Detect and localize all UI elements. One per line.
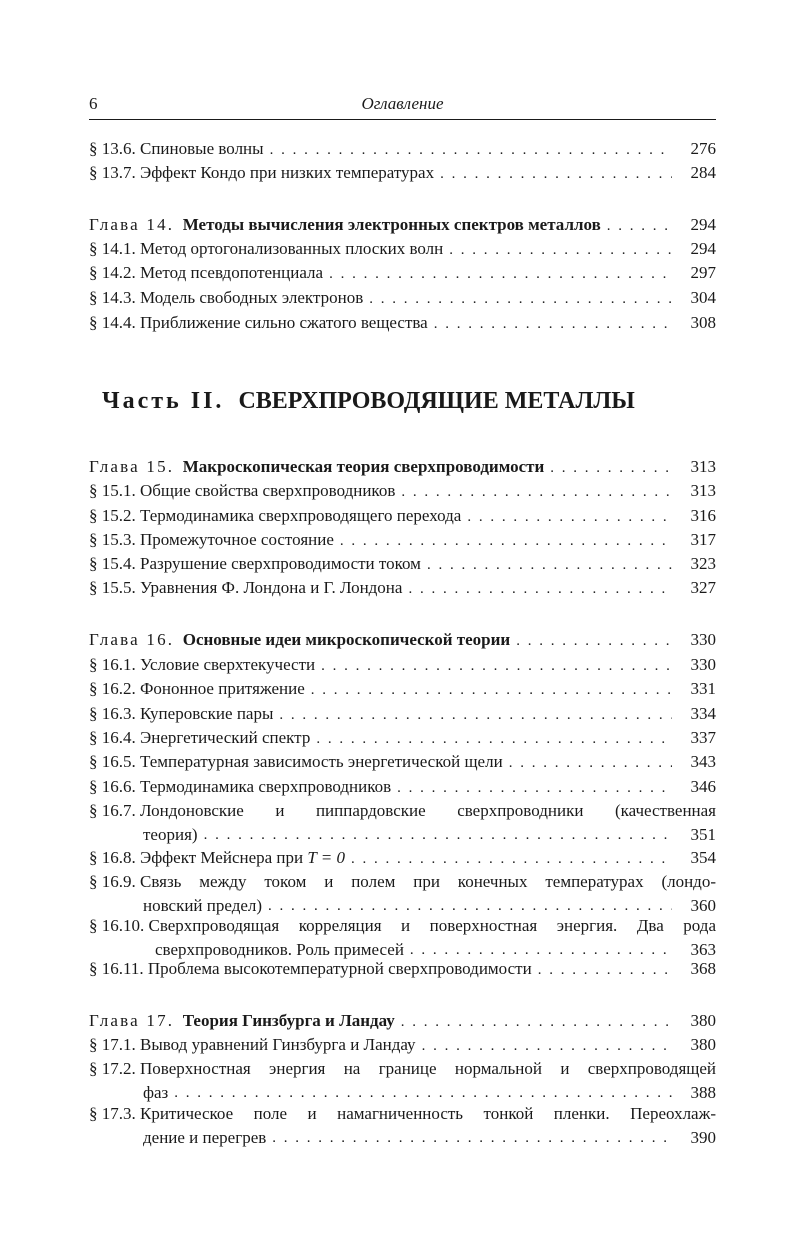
chapter-title: Макроскопическая теория сверхпроводимости [182, 457, 545, 476]
chapter-label: Глава 15. [89, 457, 175, 476]
page-ref: 351 [690, 825, 716, 844]
toc-entry-16-5[interactable]: § 16.5. Температурная зависимость энергетической щели . . . 343 [89, 750, 716, 774]
page-number: 6 [89, 94, 98, 113]
page-ref: 330 [690, 630, 716, 649]
page-ref: 368 [690, 959, 716, 978]
page-ref: 317 [690, 530, 716, 549]
toc-entry-16-2[interactable]: § 16.2. Фононное притяжение . . . 331 [89, 677, 716, 701]
toc-entry-16-3[interactable]: § 16.3. Куперовские пары . . . 334 [89, 702, 716, 726]
toc-entry-15-2[interactable]: § 15.2. Термодинамика сверхпроводящего перехода . . . 316 [89, 504, 716, 528]
toc-chapter-15[interactable] [89, 455, 716, 479]
toc-entry-16-6[interactable]: § 16.6. Термодинамика сверхпроводников . . . 346 [89, 775, 716, 799]
toc-entry-16-11[interactable]: § 16.11. Проблема высокотемпературной сверхпроводимости . . . 368 [89, 957, 716, 981]
page-ref: 330 [690, 655, 716, 674]
toc-entry-15-1[interactable]: § 15.1. Общие свойства сверхпроводников . . . 313 [89, 479, 716, 503]
toc-entry-15-4[interactable]: § 15.4. Разрушение сверхпроводимости током . . . 323 [89, 552, 716, 576]
page-ref: 316 [690, 506, 716, 525]
page-ref: 343 [690, 752, 716, 771]
page-ref: 380 [690, 1011, 716, 1030]
page-ref: 337 [690, 728, 716, 747]
toc-entry-16-4[interactable]: § 16.4. Энергетический спектр . . . 337 [89, 726, 716, 750]
page-ref: 331 [690, 679, 716, 698]
running-title: Оглавление [361, 94, 444, 113]
page-ref: 308 [690, 313, 716, 332]
running-head [89, 92, 716, 116]
page-ref: 334 [690, 704, 716, 723]
toc-chapter-17[interactable] [89, 1009, 716, 1033]
page-ref: 346 [690, 777, 716, 796]
page-ref: 323 [690, 554, 716, 573]
page-ref: 388 [690, 1083, 716, 1102]
chapter-label: Глава 16. [89, 630, 175, 649]
toc-entry-14-4[interactable]: § 14.4. Приближение сильно сжатого вещества . . . 308 [89, 311, 716, 335]
part-label: Часть II. [102, 388, 225, 414]
page-ref: 313 [690, 481, 716, 500]
page-ref: 294 [690, 239, 716, 258]
toc-entry-17-2[interactable]: § 17.2. Поверхностная энергия на границе нормальной и сверхпроводящей фаз . . . 388 [89, 1057, 716, 1105]
page-ref: 327 [690, 578, 716, 597]
toc-chapter-14[interactable] [89, 213, 716, 237]
math-expression: T = 0 [307, 848, 346, 867]
page-ref: 294 [690, 215, 716, 234]
toc-entry-16-9[interactable]: § 16.9. Связь между током и полем при конечных температурах (лондо- новский предел) . . . 360 [89, 870, 716, 918]
chapter-title: Основные идеи микроскопической теории [182, 630, 511, 649]
toc-entry-17-3[interactable]: § 17.3. Критическое поле и намагниченность тонкой пленки. Переохлаж- дение и перегрев . . . 390 [89, 1102, 716, 1150]
chapter-title: Методы вычисления электронных спектров металлов [182, 215, 601, 234]
page-ref: 363 [690, 940, 716, 959]
page-ref: 360 [690, 896, 716, 915]
header-rule [89, 119, 716, 120]
page-ref: 284 [690, 163, 716, 182]
toc-entry-16-7[interactable]: § 16.7. Лондоновские и пиппардовские сверхпроводники (качественная теория) . . . 351 [89, 799, 716, 847]
toc-entry-16-8[interactable]: § 16.8. Эффект Мейснера при T = 0 . . . 354 [89, 846, 716, 870]
toc-entry-14-3[interactable]: § 14.3. Модель свободных электронов . . . 304 [89, 286, 716, 310]
page-ref: 380 [690, 1035, 716, 1054]
toc-entry-13-6[interactable]: § 13.6. Спиновые волны . . . 276 [89, 137, 716, 161]
page-ref: 297 [690, 263, 716, 282]
chapter-title: Теория Гинзбурга и Ландау [182, 1011, 395, 1030]
toc-entry-17-1[interactable]: § 17.1. Вывод уравнений Гинзбурга и Ландау . . . 380 [89, 1033, 716, 1057]
page-ref: 354 [690, 848, 716, 867]
toc-entry-16-10[interactable]: § 16.10. Сверхпроводящая корреляция и поверхностная энергия. Два рода сверхпроводников. Роль примесей . . . 363 [89, 914, 716, 962]
chapter-label: Глава 17. [89, 1011, 175, 1030]
toc-entry-15-5[interactable]: § 15.5. Уравнения Ф. Лондона и Г. Лондона . . . 327 [89, 576, 716, 600]
toc-entry-15-3[interactable]: § 15.3. Промежуточное состояние . . . 317 [89, 528, 716, 552]
page-ref: 304 [690, 288, 716, 307]
toc-entry-13-7[interactable]: § 13.7. Эффект Кондо при низких температурах . . . 284 [89, 161, 716, 185]
page-ref: 276 [690, 139, 716, 158]
toc-entry-14-1[interactable]: § 14.1. Метод ортогонализованных плоских волн . . . 294 [89, 237, 716, 261]
toc-entry-14-2[interactable]: § 14.2. Метод псевдопотенциала . . . 297 [89, 261, 716, 285]
toc-entry-16-1[interactable]: § 16.1. Условие сверхтекучести . . . 330 [89, 653, 716, 677]
part-heading [102, 388, 635, 415]
chapter-label: Глава 14. [89, 215, 175, 234]
page-ref: 313 [690, 457, 716, 476]
part-title: СВЕРХПРОВОДЯЩИЕ МЕТАЛЛЫ [238, 388, 635, 414]
toc-chapter-16[interactable] [89, 628, 716, 652]
page-ref: 390 [690, 1128, 716, 1147]
